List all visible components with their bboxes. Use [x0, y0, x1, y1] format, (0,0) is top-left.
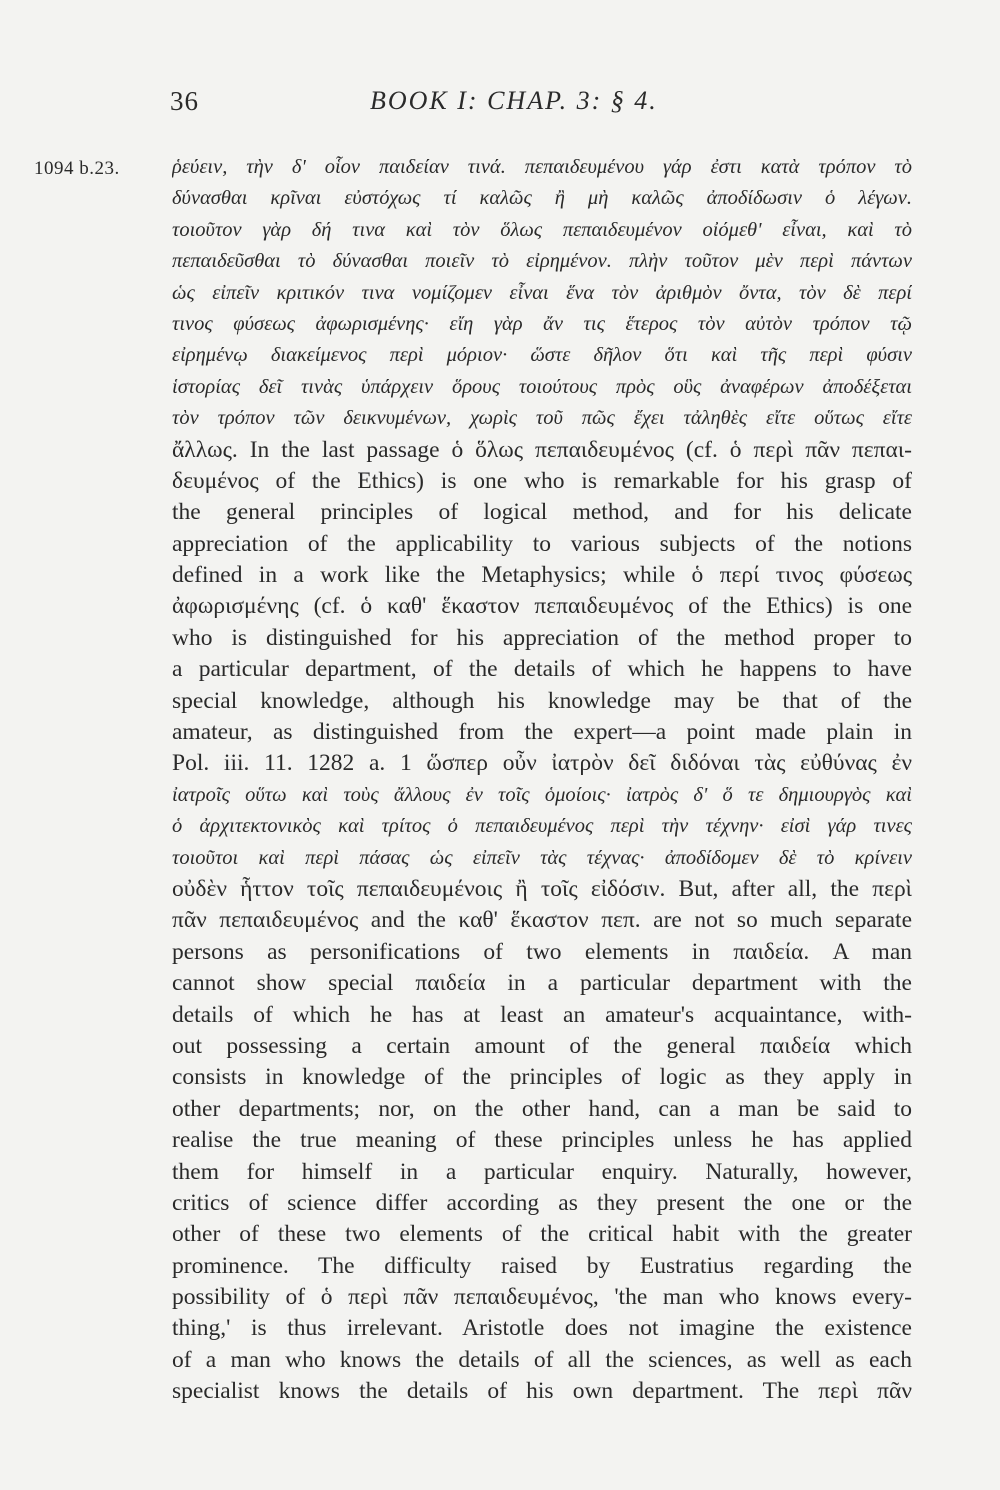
text-line: τοιοῦτοι καὶ περὶ πάσας ὡς εἰπεῖν τὰς τέχνας· ἀποδίδομεν δὲ τὸ κρίνειν: [172, 846, 912, 869]
text-line: other departments; nor, on the other hand, can a man be said to: [172, 1095, 912, 1122]
text-line: δύνασθαι κρῖναι εὐστόχως τί καλῶς ἢ μὴ καλῶς ἀποδίδωσιν ὁ λέγων.: [172, 187, 912, 210]
text-line: ἰατροῖς οὕτω καὶ τοὺς ἄλλους ἐν τοῖς ὁμοίοις· ἰατρὸς δ' ὅ τε δημιουργὸς καὶ: [172, 783, 912, 806]
text-line: critics of science differ according as they present the one or the: [172, 1189, 912, 1216]
text-line: ὁ ἀρχιτεκτονικὸς καὶ τρίτος ὁ πεπαιδευμένος περὶ τὴν τέχνην· εἰσὶ γάρ τινες: [172, 815, 912, 838]
text-line: πᾶν πεπαιδευμένος and the καθ' ἕκαστον πεπ. are not so much separate: [172, 907, 912, 934]
text-line: persons as personifications of two elements in παιδεία. A man: [172, 938, 912, 965]
text-line: details of which he has at least an amateur's acquaintance, with-: [172, 1001, 912, 1028]
text-line: appreciation of the applicability to various subjects of the notions: [172, 530, 912, 557]
text-line: ὡς εἰπεῖν κριτικόν τινα νομίζομεν εἶναι ἕνα τὸν ἀριθμὸν ὄντα, τὸν δὲ περί: [172, 281, 912, 304]
text-line: ῥεύειν, τὴν δ' οἷον παιδείαν τινά. πεπαιδευμένου γάρ ἐστι κατὰ τρόπον τὸ: [172, 156, 912, 178]
text-line: τοιοῦτον γὰρ δή τινα καὶ τὸν ὅλως πεπαιδευμένον οἰόμεθ' εἶναι, καὶ τὸ: [172, 218, 912, 241]
page-number: 36: [170, 86, 199, 116]
text-line: ἄλλως. In the last passage ὁ ὅλως πεπαιδευμένος (cf. ὁ περὶ πᾶν πεπαι-: [172, 436, 912, 463]
text-line: δευμένος of the Ethics) is one who is remarkable for his grasp of: [172, 467, 912, 494]
running-head: [170, 86, 910, 126]
text-line: possibility of ὁ περὶ πᾶν πεπαιδευμένος, 'the man who knows every-: [172, 1284, 912, 1311]
text-line: realise the true meaning of these principles unless he has applied: [172, 1127, 912, 1154]
margin-reference: 1094 b.23.: [34, 158, 120, 179]
text-line: τὸν τρόπον τῶν δεικνυμένων, χωρὶς τοῦ πῶς ἔχει τἀληθὲς εἴτε οὕτως εἴτε: [172, 407, 912, 430]
text-line: the general principles of logical method, and for his delicate: [172, 499, 912, 526]
text-line: ἱστορίας δεῖ τινὰς ὑπάρχειν ὅρους τοιούτους πρὸς οὓς ἀναφέρων ἀποδέξεται: [172, 375, 912, 398]
text-line: them for himself in a particular enquiry. Naturally, however,: [172, 1158, 912, 1185]
text-line: amateur, as distinguished from the expert—a point made plain in: [172, 719, 912, 746]
text-line: thing,' is thus irrelevant. Aristotle does not imagine the existence: [172, 1315, 912, 1342]
text-line: out possessing a certain amount of the general παιδεία which: [172, 1032, 912, 1059]
text-line: a particular department, of the details of which he happens to have: [172, 656, 912, 683]
text-line: who is distinguished for his appreciation of the method proper to: [172, 624, 912, 651]
text-line: οὐδὲν ἧττον τοῖς πεπαιδευμένοις ἢ τοῖς εἰδόσιν. But, after all, the περὶ: [172, 875, 912, 902]
text-line: special knowledge, although his knowledge may be that of the: [172, 687, 912, 714]
text-line: other of these two elements of the critical habit with the greater: [172, 1221, 912, 1248]
text-line: εἰρημένῳ διακείμενος περὶ μόριον· ὥστε δῆλον ὅτι καὶ τῆς περὶ φύσιν: [172, 344, 912, 367]
chapter-heading: BOOK I: CHAP. 3: § 4.: [370, 86, 658, 115]
body-text: [172, 152, 912, 1408]
text-line: Pol. iii. 11. 1282 a. 1 ὥσπερ οὖν ἰατρὸν δεῖ διδόναι τὰς εὐθύνας ἐν: [172, 750, 912, 777]
text-line: cannot show special παιδεία in a particular department with the: [172, 970, 912, 997]
text-line: πεπαιδεῦσθαι τὸ δύνασθαι ποιεῖν τὸ εἰρημένον. πλὴν τοῦτον μὲν περὶ πάντων: [172, 250, 912, 273]
text-line: defined in a work like the Metaphysics; while ὁ περί τινος φύσεως: [172, 562, 912, 589]
text-line: ἀφωρισμένης (cf. ὁ καθ' ἕκαστον πεπαιδευμένος of the Ethics) is one: [172, 593, 912, 620]
text-line: consists in knowledge of the principles of logic as they apply in: [172, 1064, 912, 1091]
text-line: τινος φύσεως ἀφωρισμένης· εἴη γὰρ ἄν τις ἕτερος τὸν αὐτὸν τρόπον τῷ: [172, 312, 912, 335]
text-line: prominence. The difficulty raised by Eustratius regarding the: [172, 1252, 912, 1279]
text-line: of a man who knows the details of all the sciences, as well as each: [172, 1346, 912, 1373]
text-line: specialist knows the details of his own department. The περὶ πᾶν: [172, 1378, 912, 1405]
